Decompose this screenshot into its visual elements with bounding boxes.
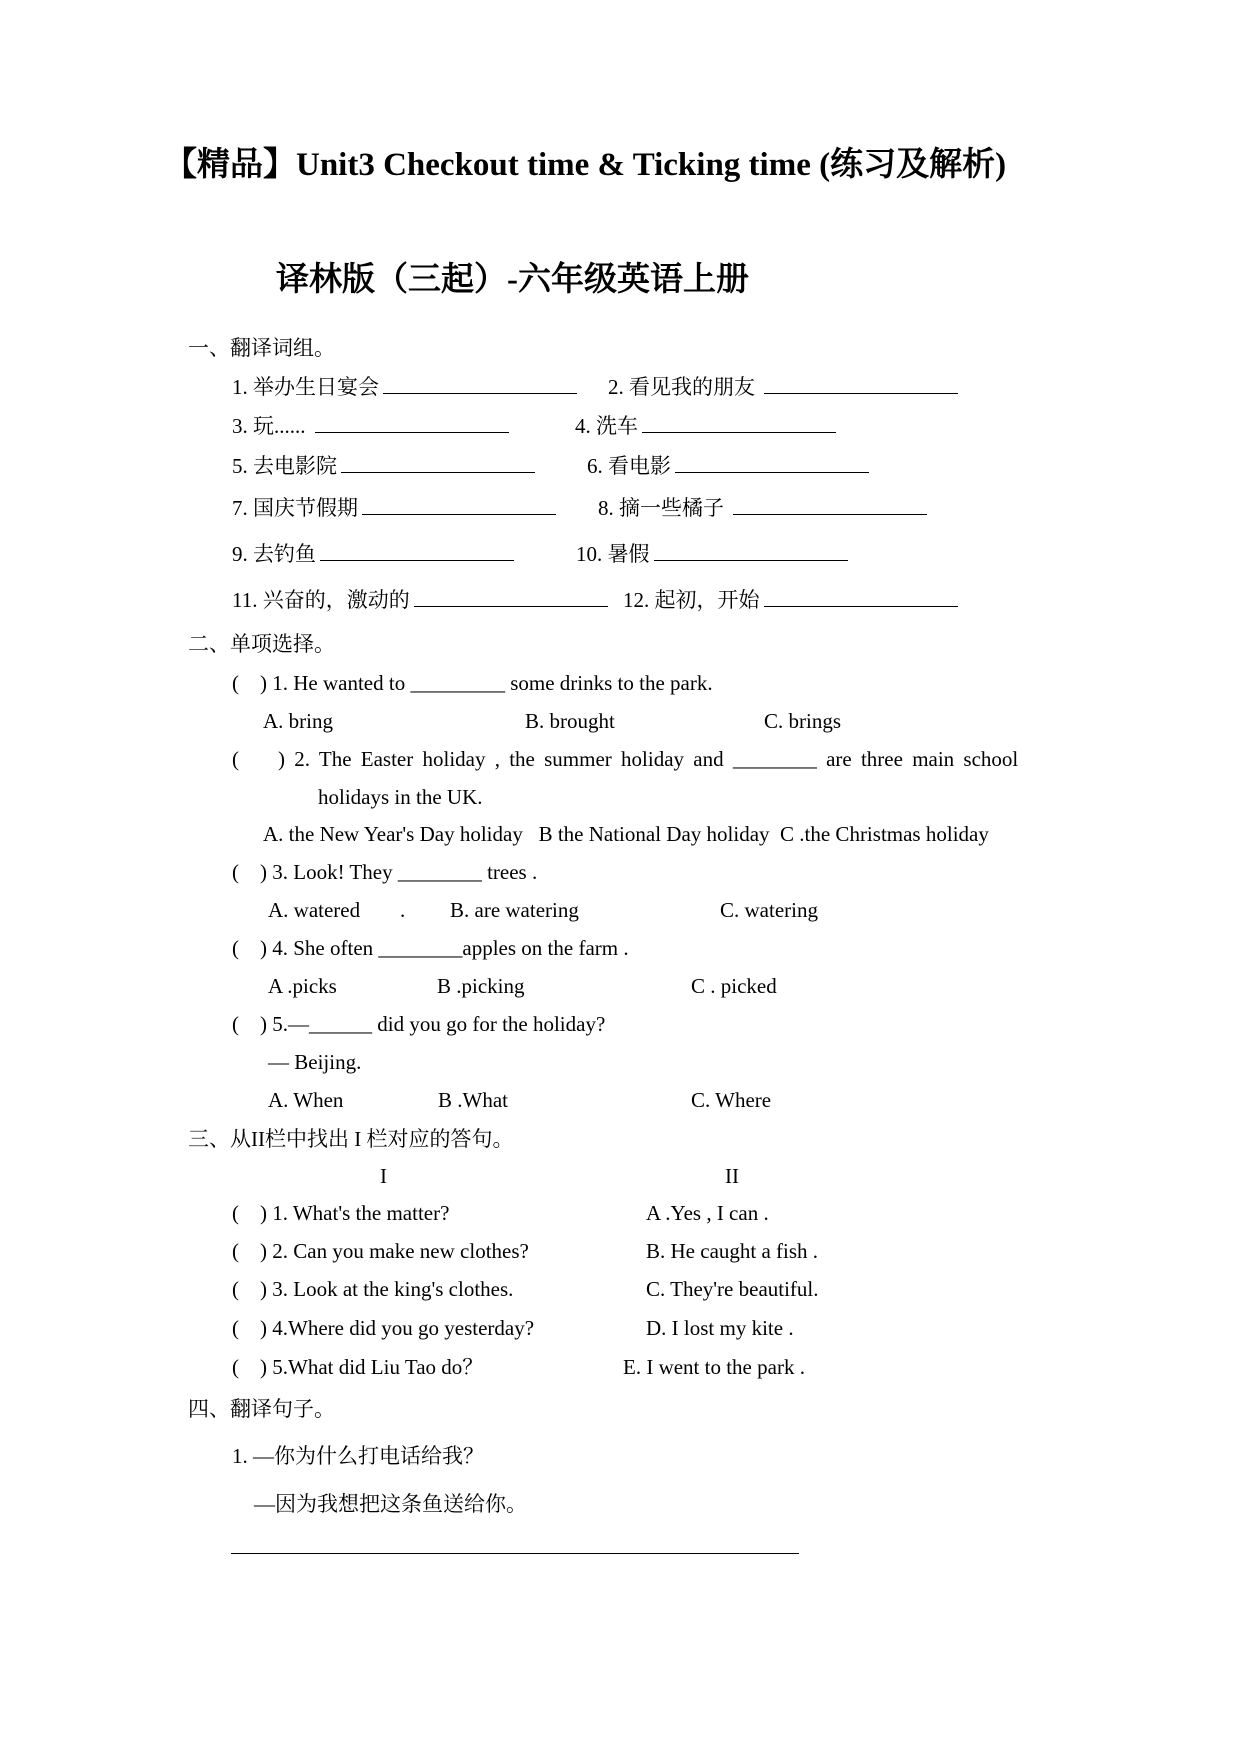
match-row-2-paren[interactable]: ( [232,1239,239,1263]
s1-item-8: 8. 摘一些橘子 [598,493,927,521]
q4-paren[interactable]: ( [232,936,239,960]
answer-blank[interactable] [362,493,556,515]
document-subtitle: 译林版（三起）-六年级英语上册 [276,262,749,298]
answer-blank[interactable] [654,539,848,561]
match-row-5-answer: E. I went to the park . [623,1355,805,1379]
q2-options[interactable]: A. the New Year's Day holiday B the National Day holiday C .the Christmas holiday [263,822,989,846]
s4-question-line: 1. —你为什么打电话给我？ [232,1444,484,1468]
s1-item-4: 4. 洗车 [575,411,836,439]
answer-blank[interactable] [414,585,608,607]
match-row-3-paren[interactable]: ( [232,1277,239,1301]
q5-text: ) 5.—______ did you go for the holiday? [260,1012,606,1036]
match-row-5-question: ) 5.What did Liu Tao do？ [260,1355,484,1379]
match-row-3-answer: C. They're beautiful. [646,1277,819,1301]
s1-item-5: 5. 去电影院 [232,451,535,479]
match-row-3-question: ) 3. Look at the king's clothes. [260,1277,514,1301]
match-row-1-answer: A .Yes , I can . [646,1201,769,1225]
document-title: 【精品】Unit3 Checkout time & Ticking time (练习及解析) [164,147,1007,183]
q5-reply: — Beijing. [268,1050,362,1074]
section-4-heading: 四、翻译句子。 [188,1397,335,1421]
answer-blank[interactable] [315,411,509,433]
q5-option-a[interactable]: A. When [268,1088,344,1112]
match-row-1-paren[interactable]: ( [232,1201,239,1225]
s1-item-6: 6. 看电影 [587,451,869,479]
s1-item-3: 3. 玩...... [232,411,509,439]
q1-option-c[interactable]: C. brings [764,709,842,733]
q1-text: ) 1. He wanted to _________ some drinks to the park. [260,671,713,695]
q3-paren[interactable]: ( [232,860,239,884]
section-3-heading: 三、从II栏中找出 I 栏对应的答句。 [188,1127,514,1151]
answer-blank[interactable] [320,539,514,561]
q2-text-continued: holidays in the UK. [318,785,483,809]
q4-option-a[interactable]: A .picks [268,974,337,998]
s1-item-12: 12. 起初，开始 [623,585,958,613]
s1-item-10: 10. 暑假 [576,539,848,567]
match-row-5-paren[interactable]: ( [232,1355,239,1379]
answer-blank[interactable] [764,585,958,607]
q5-paren[interactable]: ( [232,1012,239,1036]
q1-option-b[interactable]: B. brought [525,709,615,733]
q4-option-b[interactable]: B .picking [437,974,525,998]
s1-item-7: 7. 国庆节假期 [232,493,556,521]
match-row-4-paren[interactable]: ( [232,1316,239,1340]
q1-paren[interactable]: ( [232,671,239,695]
answer-blank[interactable] [642,411,836,433]
match-row-2-answer: B. He caught a fish . [646,1239,819,1263]
q4-text: ) 4. She often ________apples on the farm . [260,936,629,960]
match-row-4-answer: D. I lost my kite . [646,1316,794,1340]
section-1-heading: 一、翻译词组。 [188,336,335,360]
q2-text: ) 2. The Easter holiday , the summer holiday and ________ are three main school [278,747,1019,771]
s1-item-1: 1. 举办生日宴会 [232,372,577,400]
column-2-header: II [725,1164,739,1188]
answer-blank[interactable] [341,451,535,473]
q4-option-c[interactable]: C . picked [691,974,777,998]
section-2-heading: 二、单项选择。 [188,632,335,656]
match-row-4-question: ) 4.Where did you go yesterday? [260,1316,535,1340]
q3-option-b[interactable]: B. are watering [450,898,579,922]
answer-blank[interactable] [383,372,577,394]
q1-option-a[interactable]: A. bring [263,709,333,733]
s4-reply-line: —因为我想把这条鱼送给你。 [254,1492,527,1516]
s1-item-11: 11. 兴奋的，激动的 [232,585,608,613]
s4-answer-line[interactable] [231,1553,799,1554]
q3-option-c[interactable]: C. watering [720,898,818,922]
q3-stray-dot: . [400,898,406,922]
s1-item-2: 2. 看见我的朋友 [608,372,958,400]
answer-blank[interactable] [675,451,869,473]
answer-blank[interactable] [764,372,958,394]
q3-option-a[interactable]: A. watered [268,898,361,922]
q5-option-c[interactable]: C. Where [691,1088,772,1112]
answer-blank[interactable] [733,493,927,515]
q5-option-b[interactable]: B .What [438,1088,508,1112]
match-row-2-question: ) 2. Can you make new clothes? [260,1239,529,1263]
match-row-1-question: ) 1. What's the matter? [260,1201,450,1225]
column-1-header: I [380,1164,387,1188]
s1-item-9: 9. 去钓鱼 [232,539,514,567]
q2-paren[interactable]: ( [232,747,239,771]
q3-text: ) 3. Look! They ________ trees . [260,860,538,884]
